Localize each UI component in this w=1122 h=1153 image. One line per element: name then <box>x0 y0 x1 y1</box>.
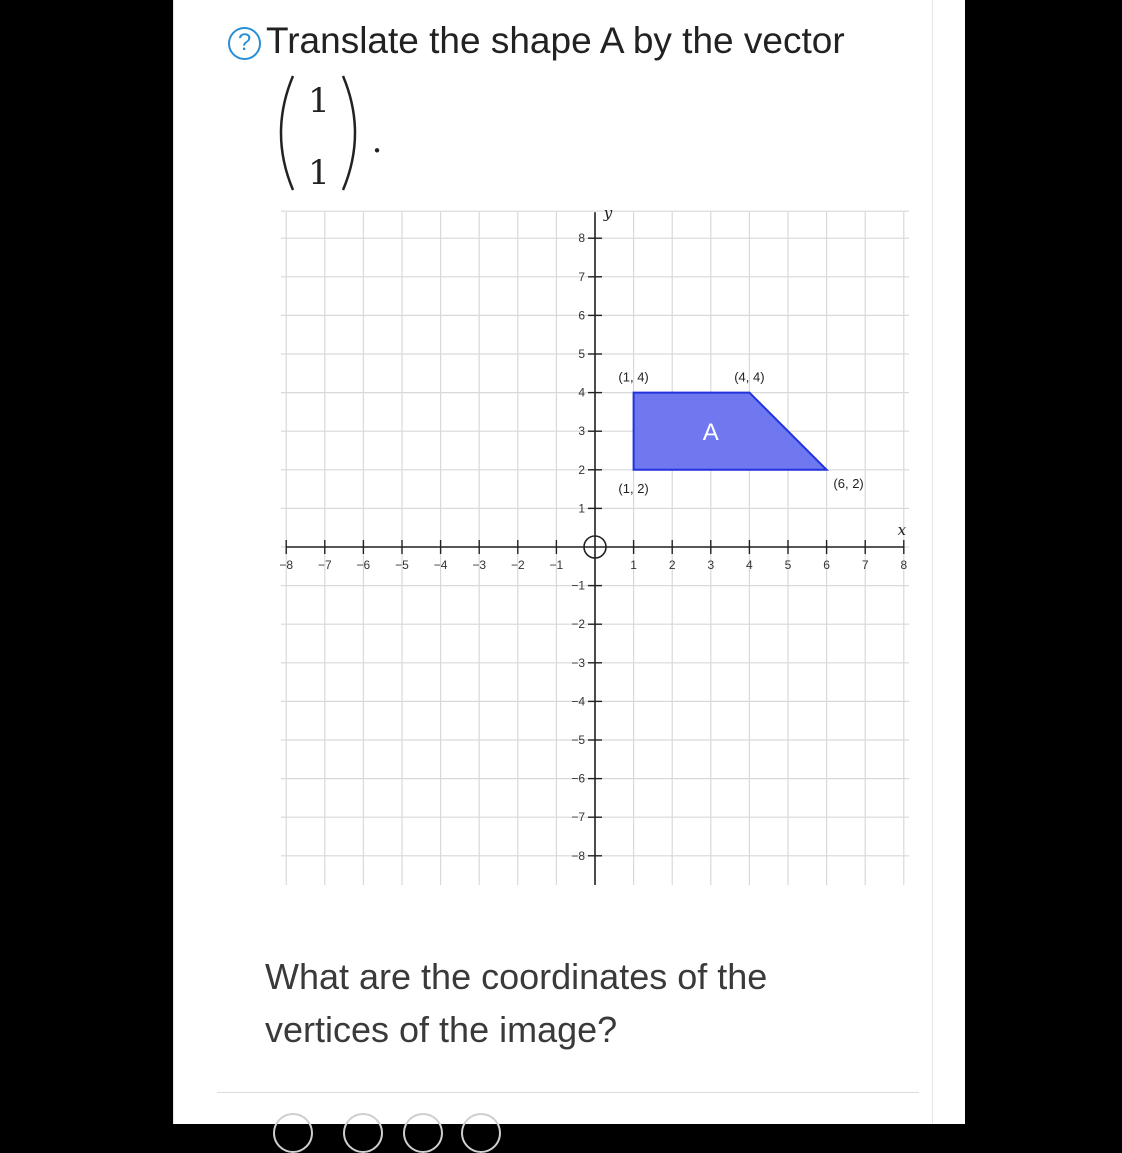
x-tick-label: −1 <box>549 558 564 572</box>
answer-option-2[interactable] <box>343 1113 383 1153</box>
x-tick-label: −3 <box>472 558 487 572</box>
y-tick-label: 8 <box>578 231 585 246</box>
question-circle-icon[interactable]: ? <box>228 27 261 60</box>
point-label: (4, 4) <box>734 369 765 385</box>
y-tick-label: 4 <box>578 385 585 400</box>
x-tick-label: −2 <box>510 558 525 572</box>
question-title: Translate the shape A by the vector <box>266 20 845 61</box>
y-tick-label: 2 <box>578 462 585 477</box>
axes <box>286 204 906 885</box>
y-tick-label: −7 <box>571 810 585 825</box>
x-tick-label: 3 <box>707 558 715 572</box>
x-tick-label: 5 <box>784 558 792 572</box>
x-axis-label: x <box>897 521 907 539</box>
y-tick-label: 7 <box>578 269 585 284</box>
divider <box>217 1092 919 1093</box>
y-tick-label: −4 <box>571 694 585 709</box>
vector-period: . <box>371 121 383 161</box>
point-label: (1, 4) <box>618 369 649 385</box>
y-tick-label: −2 <box>571 617 585 632</box>
question-card <box>173 0 965 1124</box>
y-axis-label: y <box>603 204 613 223</box>
question-body: What are the coordinates of the vertices of the image? <box>265 956 768 1050</box>
x-tick-label: 2 <box>668 558 676 572</box>
y-tick-label: −1 <box>571 578 585 593</box>
x-tick-label: 6 <box>823 558 830 572</box>
y-tick-label: 1 <box>578 501 585 516</box>
y-tick-label: 5 <box>578 347 585 361</box>
y-tick-label: −3 <box>571 655 585 670</box>
x-tick-label: 1 <box>630 558 637 572</box>
shape-a-label: A <box>702 419 719 447</box>
x-tick-label: 8 <box>900 558 908 572</box>
y-tick-label: −5 <box>571 733 585 747</box>
x-tick-label: 4 <box>746 558 753 572</box>
vector-top: 1 <box>308 81 330 121</box>
y-tick-label: −6 <box>571 771 585 786</box>
x-tick-label: −8 <box>279 558 294 572</box>
coordinate-graph <box>173 0 965 900</box>
answer-option-1[interactable] <box>273 1113 313 1153</box>
x-tick-label: −4 <box>433 558 448 572</box>
x-tick-label: −7 <box>317 558 332 572</box>
x-tick-label: −6 <box>356 558 371 572</box>
x-tick-label: 7 <box>861 558 869 572</box>
answer-option-4[interactable] <box>461 1113 501 1153</box>
point-label: (6, 2) <box>833 475 864 491</box>
point-label: (1, 2) <box>618 480 649 496</box>
x-tick-label: −5 <box>395 558 409 572</box>
answer-option-3[interactable] <box>403 1113 443 1153</box>
y-tick-label: 6 <box>578 308 585 323</box>
vector-bottom: 1 <box>308 153 330 193</box>
y-tick-label: −8 <box>571 848 585 863</box>
y-tick-label: 3 <box>578 424 585 439</box>
